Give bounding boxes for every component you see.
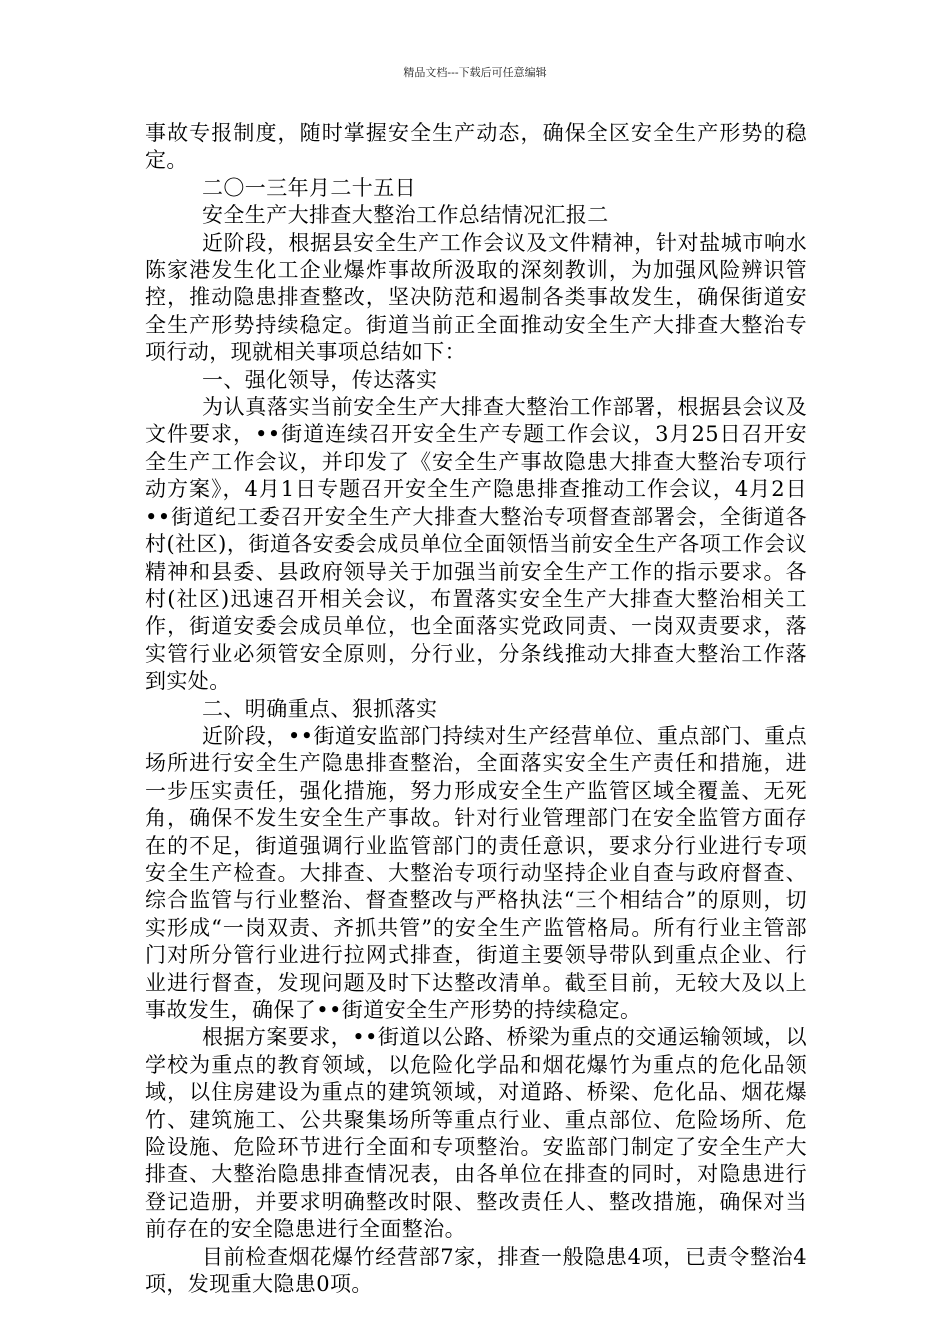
section-heading-2: 二、明确重点、狠抓落实 [202,696,438,721]
section-heading-1: 一、强化领导，传达落实 [202,367,438,392]
section-2-paragraph-1: 近阶段，••街道安监部门持续对生产经营单位、重点部门、重点场所进行安全生产隐患排查整治，全面落实安全生产责任和措施，进一步压实责任，强化措施，努力形成安全生产监管区域全覆盖、无死角，确保不发生安全生产事故。针对行业管理部门在安全监管方面存在的不足，街道强调行业监管部门的责任意识，要求分行业进行专项安全生产检查。大排查、大整治专项行动坚持企业自查与政府督查、综合监管与行业整治、督查整改与严格执法“三个相结合”的原则，切实形成“一岗双责、齐抓共管”的安全生产监管格局。所有行业主管部门对所分管行业进行拉网式排查，街道主要领导带队到重点企业、行业进行督查，发现问题及时下达整改清单。截至目前，无较大及以上事故发生，确保了••街道安全生产形势的持续稳定。 [145,723,807,1022]
section-2-paragraph-2: 根据方案要求，••街道以公路、桥梁为重点的交通运输领域，以学校为重点的教育领域，以危险化学品和烟花爆竹为重点的危化品领域，以住房建设为重点的建筑领域，对道路、桥梁、危化品、烟花爆竹、建筑施工、公共聚集场所等重点行业、重点部位、危险场所、危险设施、危险环节进行全面和专项整治。安监部门制定了安全生产大排查、大整治隐患排查情况表，由各单位在排查的同时，对隐患进行登记造册，并要求明确整改时限、整改责任人、整改措施，确保对当前存在的安全隐患进行全面整治。 [145,1025,807,1242]
paragraph-continuation: 事故专报制度，随时掌握安全生产动态，确保全区安全生产形势的稳定。 [145,121,807,173]
page-header: 精品文档---下载后可任意编辑 [403,66,547,79]
date-line: 二〇一三年月二十五日 [202,175,416,200]
document-body [145,120,807,1298]
section-2-paragraph-3: 目前检查烟花爆竹经营部7家，排查一般隐患4项，已责令整治4项，发现重大隐患0项。 [145,1244,807,1297]
intro-paragraph: 近阶段，根据县安全生产工作会议及文件精神，针对盐城市响水陈家港发生化工企业爆炸事故所汲取的深刻教训，为加强风险辨识管控，推动隐患排查整改，坚决防范和遏制各类事故发生，确保街道安全生产形势持续稳定。街道当前正全面推动安全生产大排查大整治专项行动，现就相关事项总结如下： [145,230,807,365]
document-title: 安全生产大排查大整治工作总结情况汇报二 [202,203,609,228]
section-1-paragraph: 为认真落实当前安全生产大排查大整治工作部署，根据县会议及文件要求，••街道连续召开安全生产专题工作会议，3月25日召开安全生产工作会议，并印发了《安全生产事故隐患大排查大整治专项行动方案》，4月1日专题召开安全生产隐患排查推动工作会议，4月2日••街道纪工委召开安全生产大排查大整治专项督查部署会，全街道各村(社区)，街道各安委会成员单位全面领悟当前安全生产各项工作会议精神和县委、县政府领导关于加强当前安全生产工作的指示要求。各村(社区)迅速召开相关会议，布置落实安全生产大排查大整治相关工作，街道安委会成员单位，也全面落实党政同责、一岗双责要求，落实管行业必须管安全原则，分行业，分条线推动大排查大整治工作落到实处。 [145,395,807,694]
